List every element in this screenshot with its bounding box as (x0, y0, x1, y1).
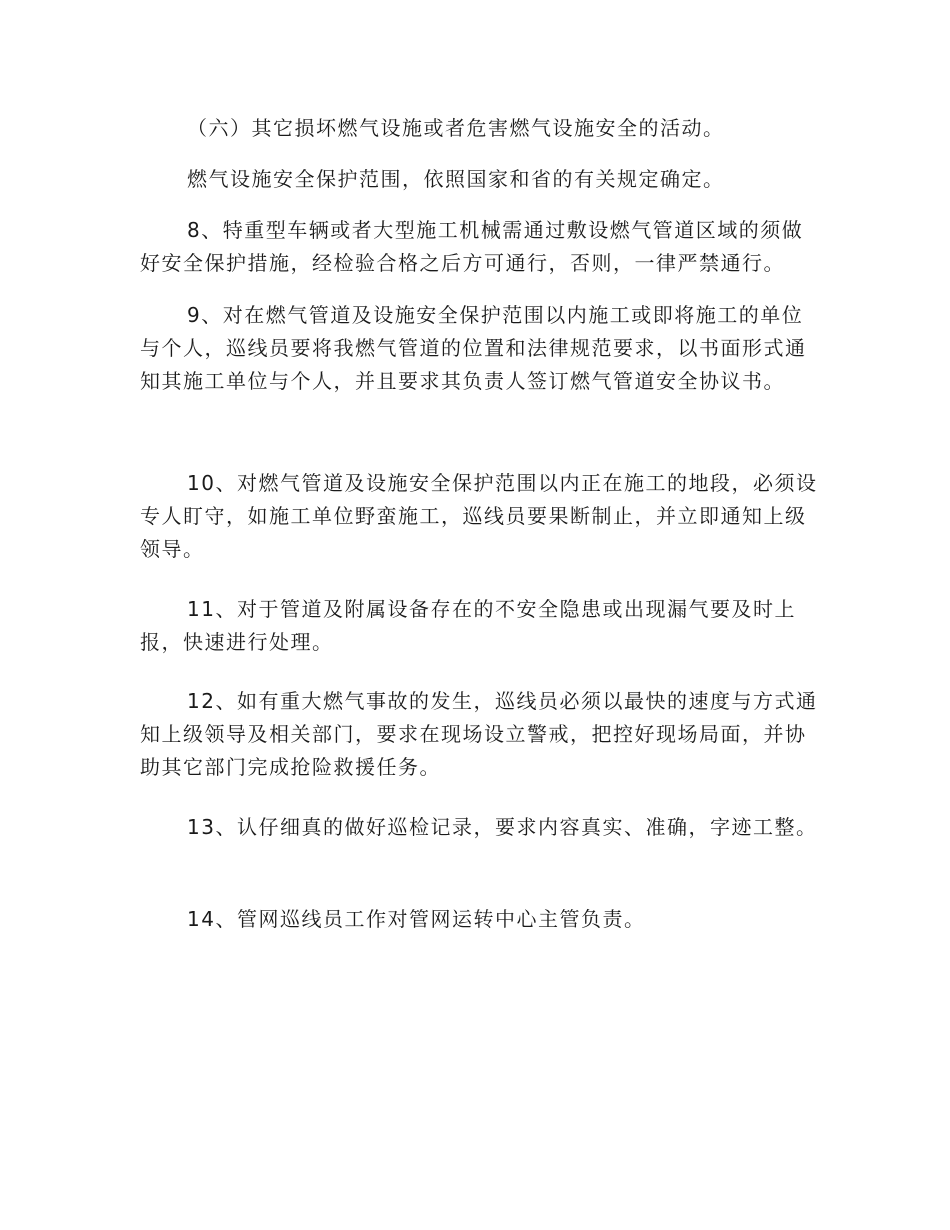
paragraph-13: 13、认仔细真的做好巡检记录，要求内容真实、准确，字迹工整。 (187, 815, 818, 839)
paragraph-9: 9、对在燃气管道及设施安全保护范围以内施工或即将施工的单位与个人，巡线员要将我燃气管道的位置和法律规范要求，以书面形式通知其施工单位与个人，并且要求其负责人签订燃气管道安全协议书。 (140, 303, 807, 393)
paragraph-14: 14、管网巡线员工作对管网运转中心主管负责。 (187, 907, 646, 931)
paragraph-item-6: （六）其它损坏燃气设施或者危害燃气设施安全的活动。 (187, 116, 725, 140)
paragraph-11: 11、对于管道及附属设备存在的不安全隐患或出现漏气要及时上报，快速进行处理。 (140, 597, 796, 654)
paragraph-12: 12、如有重大燃气事故的发生，巡线员必须以最快的速度与方式通知上级领导及相关部门，要求在现场设立警戒，把控好现场局面，并协助其它部门完成抢险救援任务。 (140, 689, 818, 779)
paragraph-protection-scope: 燃气设施安全保护范围，依照国家和省的有关规定确定。 (187, 167, 725, 191)
paragraph-8: 8、特重型车辆或者大型施工机械需通过敷设燃气管道区域的须做好安全保护措施，经检验合格之后方可通行，否则，一律严禁通行。 (140, 218, 804, 275)
paragraph-10: 10、对燃气管道及设施安全保护范围以内正在施工的地段，必须设专人盯守，如施工单位野蛮施工，巡线员要果断制止，并立即通知上级领导。 (140, 471, 818, 561)
